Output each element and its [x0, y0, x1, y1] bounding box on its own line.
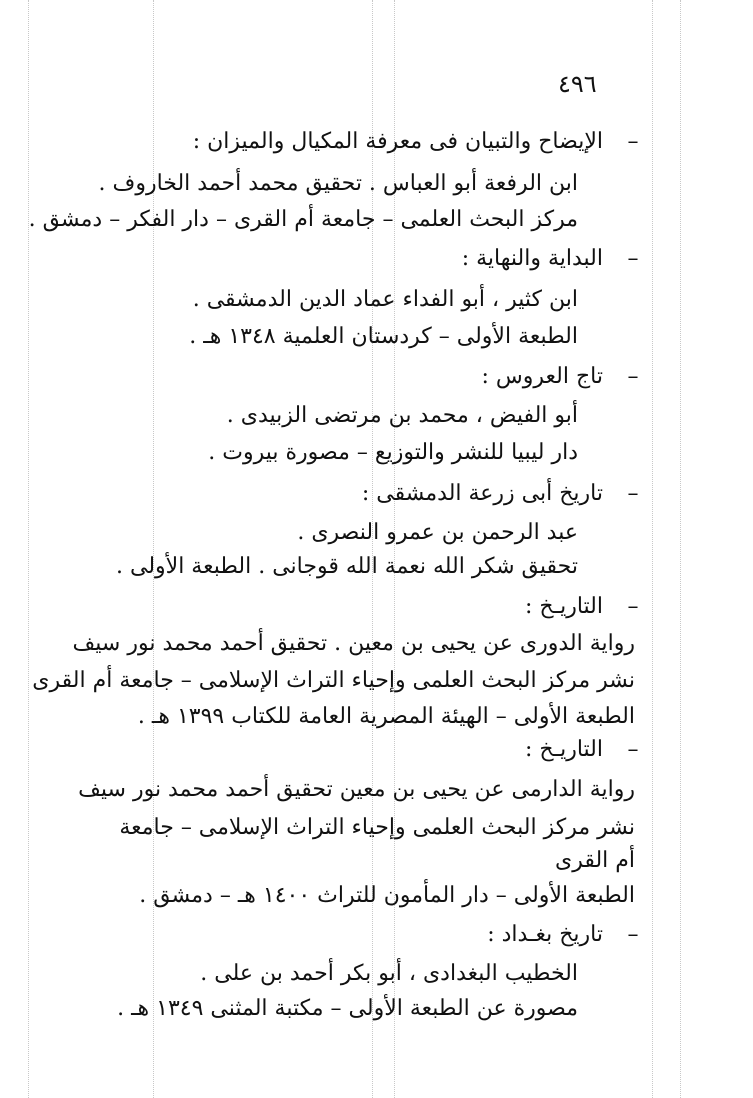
entry-line: أم القرى — [554, 848, 635, 873]
entry-line: أبو الفيض ، محمد بن مرتضى الزبيدى . — [226, 403, 578, 428]
entry-line: نشر مركز البحث العلمى وإحياء التراث الإسلامى – جامعة — [119, 815, 635, 840]
entry-title: تاج العروس : — [481, 364, 603, 389]
entry-dash: – — [627, 481, 639, 506]
entry-line: الخطيب البغدادى ، أبو بكر أحمد بن على . — [200, 961, 578, 986]
entry-line: رواية الدارمى عن يحيى بن معين تحقيق أحمد محمد نور سيف — [78, 777, 635, 802]
entry-line: الطبعة الأولى – الهيئة المصرية العامة للكتاب ١٣٩٩ هـ . — [137, 704, 635, 729]
entry-title: الإيضاح والتبيان فى معرفة المكيال والميزان : — [192, 129, 603, 154]
page-number: ٤٩٦ — [558, 70, 597, 98]
entry-title: البداية والنهاية : — [461, 246, 603, 271]
entry-dash: – — [627, 737, 639, 762]
entry-dash: – — [627, 594, 639, 619]
entry-dash: – — [627, 129, 639, 154]
entry-line: عبد الرحمن بن عمرو النصرى . — [297, 520, 578, 545]
entry-title: تاريخ أبى زرعة الدمشقى : — [361, 481, 603, 506]
entry-line: ابن كثير ، أبو الفداء عماد الدين الدمشقى . — [192, 287, 578, 312]
entry-dash: – — [627, 364, 639, 389]
entry-title: التاريـخ : — [525, 737, 603, 762]
entry-line: تحقيق شكر الله نعمة الله قوجانى . الطبعة الأولى . — [116, 554, 578, 579]
entry-title: التاريـخ : — [525, 594, 603, 619]
entry-line: الطبعة الأولى – دار المأمون للتراث ١٤٠٠ هـ – دمشق . — [139, 883, 635, 908]
entry-title: تاريخ بغـداد : — [487, 922, 603, 947]
entry-dash: – — [627, 922, 639, 947]
entry-dash: – — [627, 246, 639, 271]
entry-line: رواية الدورى عن يحيى بن معين . تحقيق أحمد محمد نور سيف — [72, 631, 635, 656]
entry-line: مصورة عن الطبعة الأولى – مكتبة المثنى ١٣٤٩ هـ . — [117, 996, 578, 1021]
entry-line: دار ليبيا للنشر والتوزيع – مصورة بيروت . — [208, 440, 578, 465]
entry-line: مركز البحث العلمى – جامعة أم القرى – دار الفكر – دمشق . — [28, 207, 578, 232]
entry-line: ابن الرفعة أبو العباس . تحقيق محمد أحمد الخاروف . — [98, 171, 578, 196]
entry-line: الطبعة الأولى – كردستان العلمية ١٣٤٨ هـ . — [189, 324, 578, 349]
entry-line: نشر مركز البحث العلمى وإحياء التراث الإسلامى – جامعة أم القرى — [32, 668, 635, 693]
